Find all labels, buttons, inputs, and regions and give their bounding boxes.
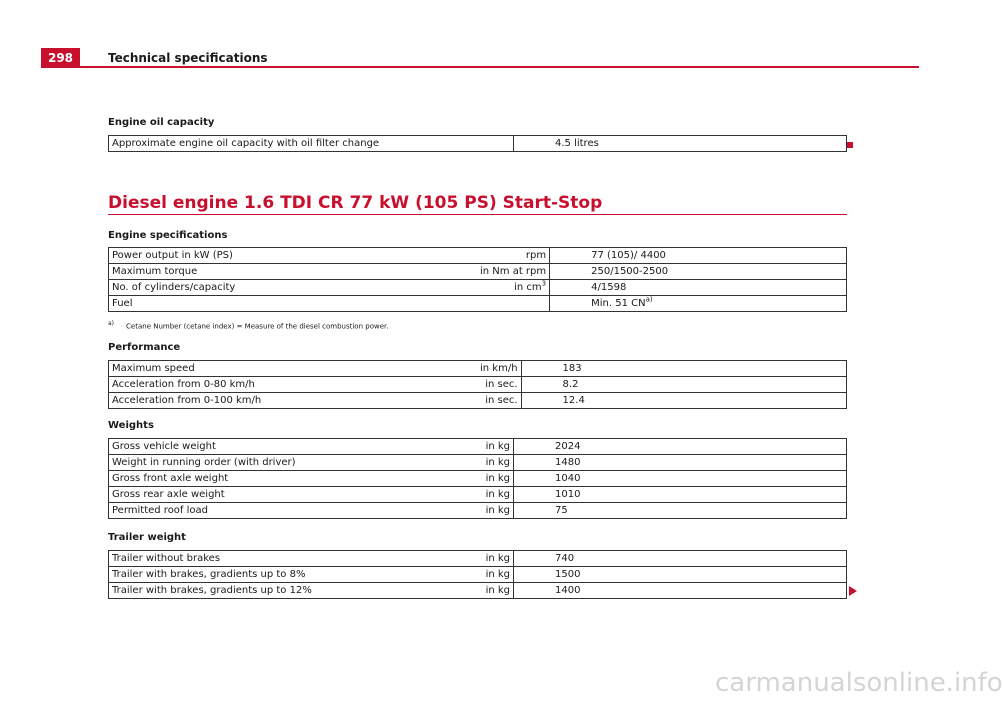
trailer-weight-table xyxy=(108,550,847,599)
performance-table xyxy=(108,360,847,409)
footnote-ref: a) xyxy=(645,295,653,304)
row-unit: in sec. xyxy=(477,393,521,409)
section-label-trailer: Trailer weight xyxy=(108,532,186,543)
row-value: 77 (105)/ 4400 xyxy=(550,248,847,264)
table-row xyxy=(109,455,847,471)
table-row xyxy=(109,471,847,487)
section-label-weights: Weights xyxy=(108,420,154,431)
row-label: Gross front axle weight xyxy=(109,471,478,487)
table-row xyxy=(109,503,847,519)
unit-text: in cm xyxy=(514,282,542,293)
row-unit: in kg xyxy=(477,567,514,583)
footnote-mark: a) xyxy=(108,320,115,327)
row-label: Trailer with brakes, gradients up to 8% xyxy=(109,567,478,583)
row-label: No. of cylinders/capacity xyxy=(109,280,478,296)
row-label: Trailer with brakes, gradients up to 12% xyxy=(109,583,478,599)
row-label: Permitted roof load xyxy=(109,503,478,519)
row-value: 183 xyxy=(521,361,846,377)
table-row xyxy=(109,361,847,377)
table-row xyxy=(109,487,847,503)
table-row xyxy=(109,264,847,280)
unit-superscript: 3 xyxy=(541,279,547,288)
table-row xyxy=(109,439,847,455)
end-of-section-square-icon xyxy=(847,142,853,148)
row-unit xyxy=(477,136,514,152)
row-value: 4.5 litres xyxy=(514,136,847,152)
table-row xyxy=(109,551,847,567)
row-value: 1500 xyxy=(514,567,847,583)
row-unit: in kg xyxy=(477,439,514,455)
row-unit: in Nm at rpm xyxy=(477,264,550,280)
row-value: 12.4 xyxy=(521,393,846,409)
oil-capacity-table xyxy=(108,135,847,152)
engine-spec-table xyxy=(108,247,847,312)
section-heading: Diesel engine 1.6 TDI CR 77 kW (105 PS) Start-Stop xyxy=(108,193,603,213)
watermark: carmanualsonline.info xyxy=(715,668,1003,698)
heading-divider xyxy=(108,214,847,215)
table-row xyxy=(109,296,847,312)
page-header-title: Technical specifications xyxy=(108,51,268,65)
row-label: Maximum torque xyxy=(109,264,478,280)
row-label: Gross vehicle weight xyxy=(109,439,478,455)
row-label: Fuel xyxy=(109,296,478,312)
row-unit xyxy=(477,296,550,312)
row-unit: in kg xyxy=(477,583,514,599)
section-label-engine: Engine specifications xyxy=(108,230,228,241)
footnote-text: Cetane Number (cetane index) = Measure of the diesel combustion power. xyxy=(126,322,389,331)
row-value: 1010 xyxy=(514,487,847,503)
row-label: Weight in running order (with driver) xyxy=(109,455,478,471)
row-value: 75 xyxy=(514,503,847,519)
row-label: Power output in kW (PS) xyxy=(109,248,478,264)
row-unit: in kg xyxy=(477,551,514,567)
value-text: Min. 51 CN xyxy=(591,298,646,309)
row-label: Acceleration from 0-100 km/h xyxy=(109,393,478,409)
row-value: 1400 xyxy=(514,583,847,599)
row-value: 1480 xyxy=(514,455,847,471)
page-number: 298 xyxy=(41,48,80,68)
row-unit: in kg xyxy=(477,471,514,487)
row-unit: in sec. xyxy=(477,377,521,393)
row-value xyxy=(550,296,847,312)
row-unit: in kg xyxy=(477,503,514,519)
row-value: 8.2 xyxy=(521,377,846,393)
row-value: 250/1500-2500 xyxy=(550,264,847,280)
table-row xyxy=(109,248,847,264)
row-unit: in km/h xyxy=(477,361,521,377)
row-label: Acceleration from 0-80 km/h xyxy=(109,377,478,393)
row-value: 2024 xyxy=(514,439,847,455)
footnote xyxy=(108,320,388,330)
row-value: 1040 xyxy=(514,471,847,487)
section-label-oil: Engine oil capacity xyxy=(108,117,215,128)
weights-table xyxy=(108,438,847,519)
table-row xyxy=(109,136,847,152)
table-row xyxy=(109,393,847,409)
row-value: 740 xyxy=(514,551,847,567)
row-label: Trailer without brakes xyxy=(109,551,478,567)
row-value: 4/1598 xyxy=(550,280,847,296)
row-label: Maximum speed xyxy=(109,361,478,377)
row-label: Gross rear axle weight xyxy=(109,487,478,503)
row-unit: in kg xyxy=(477,487,514,503)
header-divider xyxy=(80,66,919,68)
table-row xyxy=(109,583,847,599)
row-unit: rpm xyxy=(477,248,550,264)
section-label-performance: Performance xyxy=(108,342,181,353)
row-unit: in kg xyxy=(477,455,514,471)
row-unit xyxy=(477,280,550,296)
table-row xyxy=(109,280,847,296)
table-row xyxy=(109,377,847,393)
continued-arrow-icon xyxy=(849,586,857,596)
row-label: Approximate engine oil capacity with oil filter change xyxy=(109,136,478,152)
table-row xyxy=(109,567,847,583)
